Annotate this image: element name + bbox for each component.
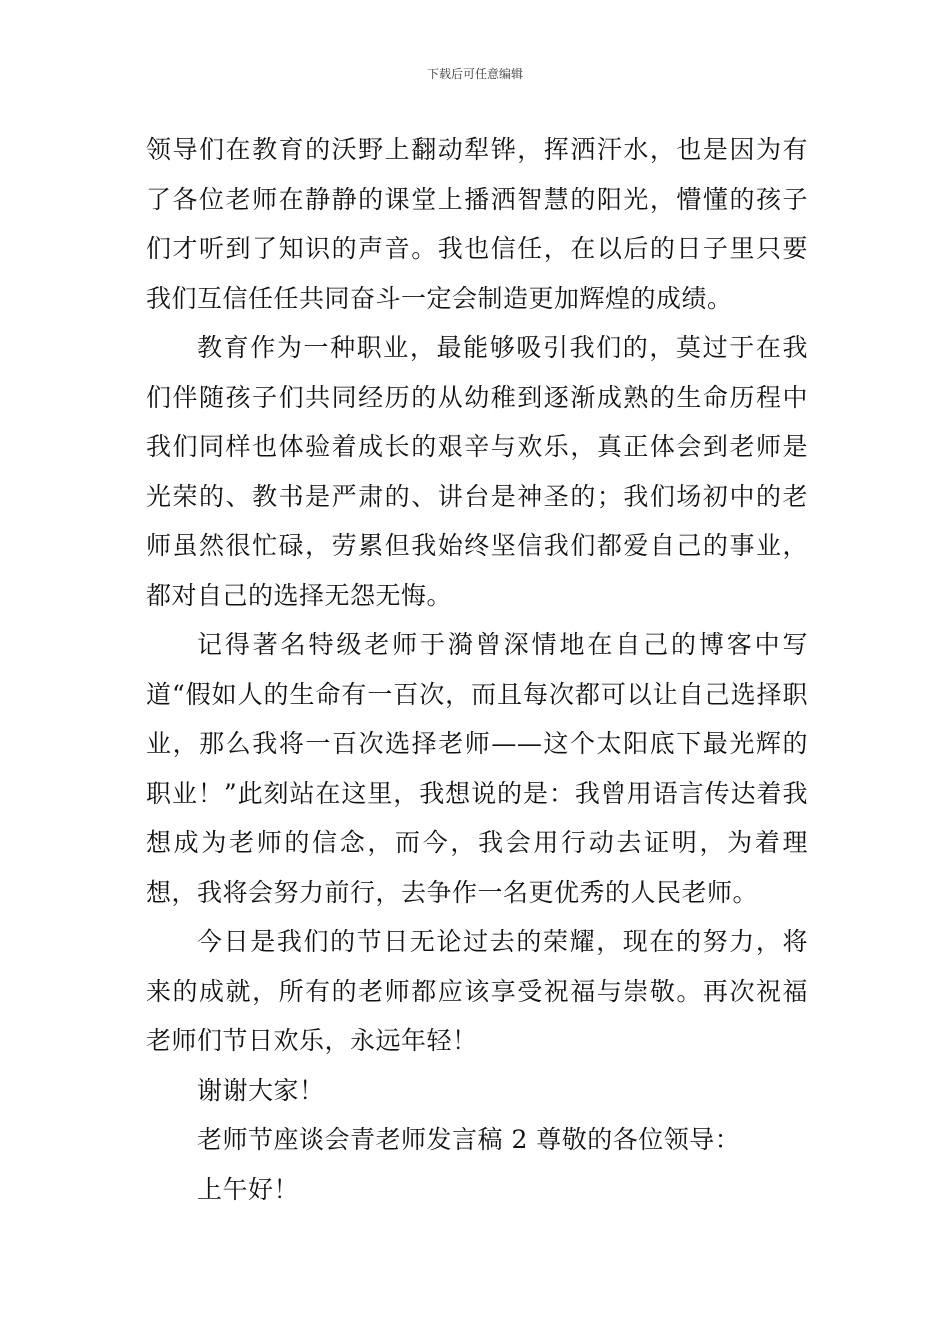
paragraph-thanks: 谢谢大家！ [197,1075,325,1105]
paragraph-quote-yu-yi: 记得著名特级老师于漪曾深情地在自己的博客中写道“假如人的生命有一百次，而且每次都可以让自己选择职业，那么我将一百次选择老师——这个太阳底下最光辉的职业！”此刻站在这里，我想说的是：我曾用语言传达着我想成为老师的信念，而今，我会用行动去证明，为着理想，我将会努力前行，去争作一名更优秀的人民老师。 [146,630,808,907]
paragraph-speech-title: 老师节座谈会青老师发言稿 2 尊敬的各位领导： [197,1125,741,1154]
paragraph-continuation: 领导们在教育的沃野上翻动犁铧，挥洒汗水，也是因为有了各位老师在静静的课堂上播洒智慧的阳光，懵懂的孩子们才听到了知识的声音。我也信任，在以后的日子里只要我们互信任任共同奋斗一定会制造更加辉煌的成绩。 [146,135,808,313]
page-header-note: 下载后可任意编辑 [426,67,523,81]
paragraph-greeting: 上午好！ [197,1174,300,1204]
paragraph-festival-wishes: 今日是我们的节日无论过去的荣耀，现在的努力，将来的成就，所有的老师都应该享受祝福与崇敬。再次祝福老师们节日欢乐，永远年轻！ [146,927,808,1055]
paragraph-education-career: 教育作为一种职业，最能够吸引我们的，莫过于在我们伴随孩子们共同经历的从幼稚到逐渐成熟的生命历程中我们同样也体验着成长的艰辛与欢乐，真正体会到老师是光荣的、教书是严肃的、讲台是神圣的；我们场初中的老师虽然很忙碌，劳累但我始终坚信我们都爱自己的事业，都对自己的选择无怨无悔。 [146,333,808,610]
document-body [146,125,808,1214]
